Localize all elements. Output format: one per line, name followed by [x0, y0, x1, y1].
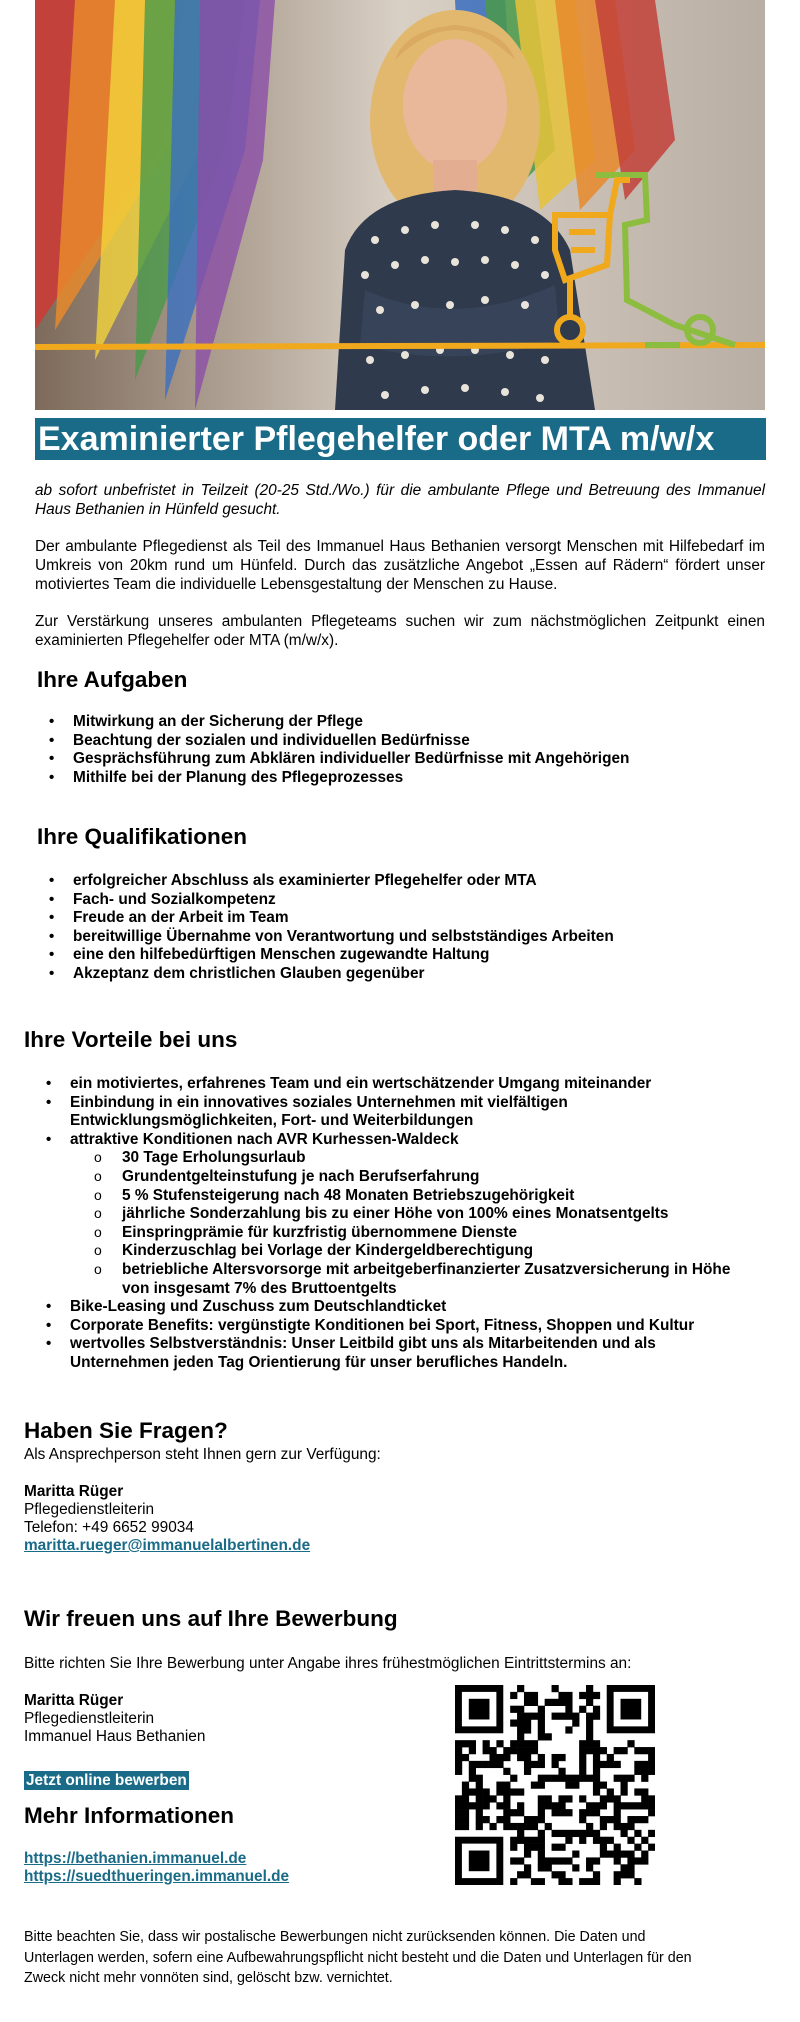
list-item: • Corporate Benefits: vergünstigte Konditionen bei Sport, Fitness, Shoppen und Kultur — [32, 1317, 732, 1336]
hero-photo — [35, 0, 765, 410]
list-item: • Einbindung in ein innovatives soziales Unternehmen mit vielfältigen Entwicklungsmöglichkeiten, Fort- und Weiterbildungen — [32, 1094, 732, 1131]
intro-paragraph-1: Der ambulante Pflegedienst als Teil des Immanuel Haus Bethanien versorgt Menschen mit Hilfebedarf im Umkreis von 20km rund um Hünfeld. Durch das zusätzliche Angebot „Essen auf Rädern“ fördert unser motiviertes Team die individuelle Lebensgestaltung der Menschen zu Hause. — [35, 538, 765, 593]
qualifications-heading: Ihre Qualifikationen — [37, 824, 248, 849]
list-item-label: attraktive Konditionen nach AVR Kurhessen-Waldeck — [70, 1130, 459, 1148]
list-item: • Freude an der Arbeit im Team — [35, 909, 765, 928]
intro-paragraph-2: Zur Verstärkung unseres ambulanten Pflegeteams suchen wir zum nächstmöglichen Zeitpunkt einen examinierten Pflegehelfer oder MTA (m/w/x). — [35, 613, 765, 649]
sub-list-item: o Kinderzuschlag bei Vorlage der Kindergeldberechtigung — [70, 1242, 732, 1261]
list-item: • erfolgreicher Abschluss als examinierter Pflegehelfer oder MTA — [35, 872, 765, 891]
contact-phone: Telefon: +49 6652 99034 — [24, 1519, 194, 1536]
intro-lead: ab sofort unbefristet in Teilzeit (20-25 Std./Wo.) für die ambulante Pflege und Betreuung des Immanuel Haus Bethanien in Hünfeld gesucht. — [35, 482, 765, 518]
benefits-list — [32, 1075, 732, 1373]
job-title: Examinierter Pflegehelfer oder MTA m/w/x — [35, 418, 766, 460]
sub-list-item: o betriebliche Altersvorsorge mit arbeitgeberfinanzierter Zusatzversicherung in Höhe von insgesamt 7% des Bruttoentgelts — [70, 1261, 732, 1298]
contact-role: Pflegedienstleiterin — [24, 1501, 155, 1518]
more-info-heading: Mehr Informationen — [24, 1803, 235, 1828]
qualifications-list — [35, 872, 765, 984]
list-item: • Mithilfe bei der Planung des Pflegeprozesses — [35, 769, 765, 788]
list-item: • wertvolles Selbstverständnis: Unser Leitbild gibt uns als Mitarbeitenden und als Unternehmen jeden Tag Orientierung für unser berufliches Handeln. — [32, 1335, 732, 1372]
list-item: • bereitwillige Übernahme von Verantwortung und selbstständiges Arbeiten — [35, 928, 765, 947]
questions-heading: Haben Sie Fragen? — [24, 1418, 228, 1443]
list-item: • eine den hilfebedürftigen Menschen zugewandte Haltung — [35, 946, 765, 965]
application-contact-role: Pflegedienstleiterin — [24, 1710, 155, 1727]
tasks-heading: Ihre Aufgaben — [37, 667, 188, 692]
list-item: • Mitwirkung an der Sicherung der Pflege — [35, 713, 765, 732]
list-item: • Gesprächsführung zum Abklären individueller Bedürfnisse mit Angehörigen — [35, 750, 765, 769]
sub-list-item: o jährliche Sonderzahlung bis zu einer Höhe von 100% eines Monatsentgelts — [70, 1205, 732, 1224]
list-item: • Beachtung der sozialen und individuellen Bedürfnisse — [35, 732, 765, 751]
sub-list-item: o 30 Tage Erholungsurlaub — [70, 1149, 732, 1168]
website-link-bethanien[interactable]: https://bethanien.immanuel.de — [24, 1850, 247, 1867]
application-contact-org: Immanuel Haus Bethanien — [24, 1728, 206, 1745]
application-heading: Wir freuen uns auf Ihre Bewerbung — [24, 1606, 398, 1631]
contact-name: Maritta Rüger — [24, 1483, 124, 1500]
list-item: • Akzeptanz dem christlichen Glauben gegenüber — [35, 965, 765, 984]
list-item: • Fach- und Sozialkompetenz — [35, 891, 765, 910]
apply-online-button[interactable]: Jetzt online bewerben — [26, 1772, 187, 1789]
qr-code[interactable] — [455, 1685, 655, 1885]
questions-text: Als Ansprechperson steht Ihnen gern zur Verfügung: — [24, 1446, 381, 1463]
benefits-sublist — [70, 1149, 732, 1298]
contact-email-link[interactable]: maritta.rueger@immanuelalbertinen.de — [24, 1537, 311, 1554]
benefits-heading: Ihre Vorteile bei uns — [24, 1027, 238, 1052]
sub-list-item: o Grundentgelteinstufung je nach Berufserfahrung — [70, 1168, 732, 1187]
sub-list-item: o Einspringprämie für kurzfristig übernommene Dienste — [70, 1224, 732, 1243]
website-link-suedthueringen[interactable]: https://suedthueringen.immanuel.de — [24, 1868, 290, 1885]
privacy-note: Bitte beachten Sie, dass wir postalische Bewerbungen nicht zurücksenden können. Die Daten und Unterlagen werden, sofern eine Aufbewahrungspflicht nicht besteht und die Daten und Unterlagen für den Zweck nicht mehr vonnöten sind, gelöscht bzw. vernichtet. — [24, 1929, 692, 1986]
list-item: • ein motiviertes, erfahrenes Team und ein wertschätzender Umgang miteinander — [32, 1075, 732, 1094]
hero-illustration — [35, 0, 765, 410]
list-item — [32, 1131, 732, 1298]
tasks-list — [35, 713, 765, 787]
sub-list-item: o 5 % Stufensteigerung nach 48 Monaten Betriebszugehörigkeit — [70, 1187, 732, 1206]
list-item: • Bike-Leasing und Zuschuss zum Deutschlandticket — [32, 1298, 732, 1317]
application-text: Bitte richten Sie Ihre Bewerbung unter Angabe ihres frühestmöglichen Eintrittstermins an: — [24, 1655, 632, 1672]
application-contact-name: Maritta Rüger — [24, 1692, 124, 1709]
